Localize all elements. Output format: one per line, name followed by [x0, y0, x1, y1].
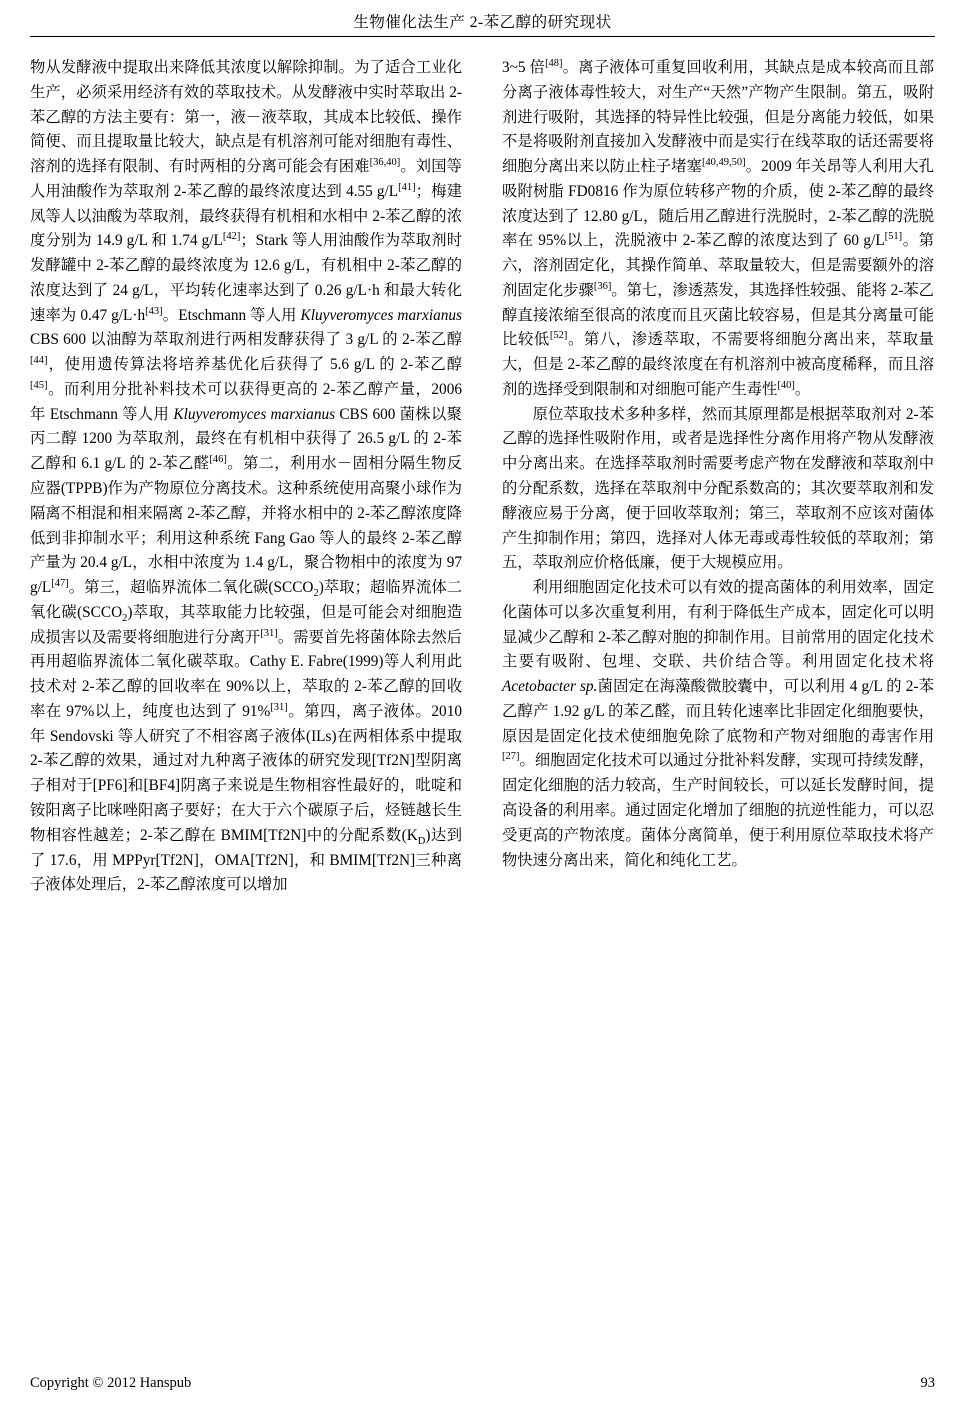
- left-column: [30, 56, 462, 1346]
- paragraph: 原位萃取技术多种多样，然而其原理都是根据萃取剂对 2-苯乙醇的选择性吸附作用，或者是选择性分离作用将产物从发酵液中分离出来。在选择萃取剂时需要考虑产物在发酵液和萃取剂中的分配系数，选择在萃取剂中分配系数高的；其次要萃取剂和发酵液应易于分离，便于回收萃取剂；第三，萃取剂不应该对菌体产生抑制作用；第四，选择对人体无毒或毒性较低的萃取剂；第五，萃取剂应价格低廉，便于大规模应用。: [502, 405, 934, 572]
- page-number: 93: [920, 1375, 935, 1391]
- right-column: [502, 56, 934, 1346]
- paragraph: 利用细胞固定化技术可以有效的提高菌体的利用效率，固定化菌体可以多次重复利用，有利于降低生产成本，固定化可以明显减少乙醇和 2-苯乙醇对胞的抑制作用。目前常用的固定化技术主要有吸附、包埋、交联、共价结合等。利用固定化技术将 Acetobacter sp.菌固定在海藻酸微胶囊中，可以利用 4 g/L 的 2-苯乙醇产 1.92 g/L 的苯乙醛，而且转化速率比非固定化细胞要快，原因是固定化技术使细胞免除了底物和产物对细胞的毒害作用[27]。细胞固定化技术可以通过分批补料发酵，实现可持续发酵，固定化细胞的活力较高，生产时间较长，可以延长发酵时间，提高设备的利用率。通过固定化增加了细胞的抗逆性能力，可以忍受更高的产物浓度。菌体分离简单，便于利用原位萃取技术将产物快速分离出来，简化和纯化工艺。: [502, 579, 934, 869]
- copyright-text: Copyright © 2012 Hanspub: [30, 1375, 192, 1391]
- running-head: 生物催化法生产 2-苯乙醇的研究现状: [353, 14, 612, 31]
- header-divider: [30, 36, 935, 37]
- two-column-body: [30, 56, 935, 1346]
- paragraph: 3~5 倍[48]。离子液体可重复回收利用，其缺点是成本较高而且部分离子液体毒性较大，对生产“天然”产物产生限制。第五，吸附剂进行吸附，其选择的特异性比较强，但是分离能力较低，如果不是将吸附剂直接加入发酵液中而是实行在线萃取的话还需要将细胞分离出来以防止柱子堵塞[40,49,50]。2009 年关昂等人利用大孔吸附树脂 FD0816 作为原位转移产物的介质，使 2-苯乙醇的最终浓度达到了 12.80 g/L，随后用乙醇进行洗脱时，2-苯乙醇的洗脱率在 95%以上，洗脱液中 2-苯乙醇的浓度达到了 60 g/L[51]。第六，溶剂固定化，其操作简单、萃取量较大，但是需要额外的溶剂固定化步骤[36]。第七，渗透蒸发，其选择性较强、能将 2-苯乙醇直接浓缩至很高的浓度而且灭菌比较容易，但是其分离量可能比较低[52]。第八，渗透萃取，不需要将细胞分离出来，萃取量大，但是 2-苯乙醇的最终浓度在有机溶剂中被高度稀释，而且溶剂的选择受到限制和对细胞可能产生毒性[40]。: [502, 57, 934, 398]
- paragraph: 物从发酵液中提取出来降低其浓度以解除抑制。为了适合工业化生产，必须采用经济有效的萃取技术。从发酵液中实时萃取出 2-苯乙醇的方法主要有：第一，液－液萃取，其成本比较低、操作简便、而且提取量比较大，缺点是有机溶剂可能对细胞有毒性、溶剂的选择有限制、有时两相的分离可能会有困难[36,40]。刘国等人用油酸作为萃取剂 2-苯乙醇的最终浓度达到 4.55 g/L[41]；梅建凤等人以油酸为萃取剂，最终获得有机相和水相中 2-苯乙醇的浓度分别为 14.9 g/L 和 1.74 g/L[42]；Stark 等人用油酸作为萃取剂时发酵罐中 2-苯乙醇的最终浓度为 12.6 g/L，有机相中 2-苯乙醇的浓度达到了 24 g/L，平均转化速率达到了 0.26 g/L·h 和最大转化速率为 0.47 g/L·h[43]。Etschmann 等人用 Kluyveromyces marxianus CBS 600 以油醇为萃取剂进行两相发酵获得了 3 g/L 的 2-苯乙醇[44]，使用遗传算法将培养基优化后获得了 5.6 g/L 的 2-苯乙醇[45]。而利用分批补料技术可以获得更高的 2-苯乙醇产量，2006 年 Etschmann 等人用 Kluyveromyces marxianus CBS 600 菌株以聚丙二醇 1200 为萃取剂，最终在有机相中获得了 26.5 g/L 的 2-苯乙醇和 6.1 g/L 的 2-苯乙醛[46]。第二，利用水－固相分隔生物反应器(TPPB)作为产物原位分离技术。这种系统使用高聚小球作为隔离不相混和相来隔离 2-苯乙醇，并将水相中的 2-苯乙醇浓度降低到非抑制水平；利用这种系统 Fang Gao 等人的最终 2-苯乙醇产量为 20.4 g/L，水相中浓度为 1.4 g/L，聚合物相中的浓度为 97 g/L[47]。第三，超临界流体二氧化碳$(SCCO_2)$萃取；超临界流体二氧化碳$(SCCO_2)$萃取，其萃取能力比较强，但是可能会对细胞造成损害以及需要将细胞进行分离开[31]。需要首先将菌体除去然后再用超临界流体二氧化碳萃取。Cathy E. Fabre(1999)等人利用此技术对 2-苯乙醇的回收率在 90%以上，萃取的 2-苯乙醇的回收率在 97%以上，纯度也达到了 91%[31]。第四，离子液体。2010 年 Sendovski 等人研究了不相容离子液体(ILs)在两相体系中提取 2-苯乙醇的效果，通过对九种离子液体的研究发现[Tf2N]型阴离子相对于[PF6]和[BF4]阴离子来说是生物相容性最好的，吡啶和铵阳离子比咪唑阳离子要好；在大于六个碳原子后，烃链越长生物相容性越差；2-苯乙醇在 BMIM[Tf2N]中的分配系数$(K_D)$达到了 17.6，用 MPPyr[Tf2N]，OMA[Tf2N]，和 BMIM[Tf2N]三种离子液体处理后，2-苯乙醇浓度可以增加: [30, 59, 463, 894]
- page-footer: [30, 1375, 935, 1392]
